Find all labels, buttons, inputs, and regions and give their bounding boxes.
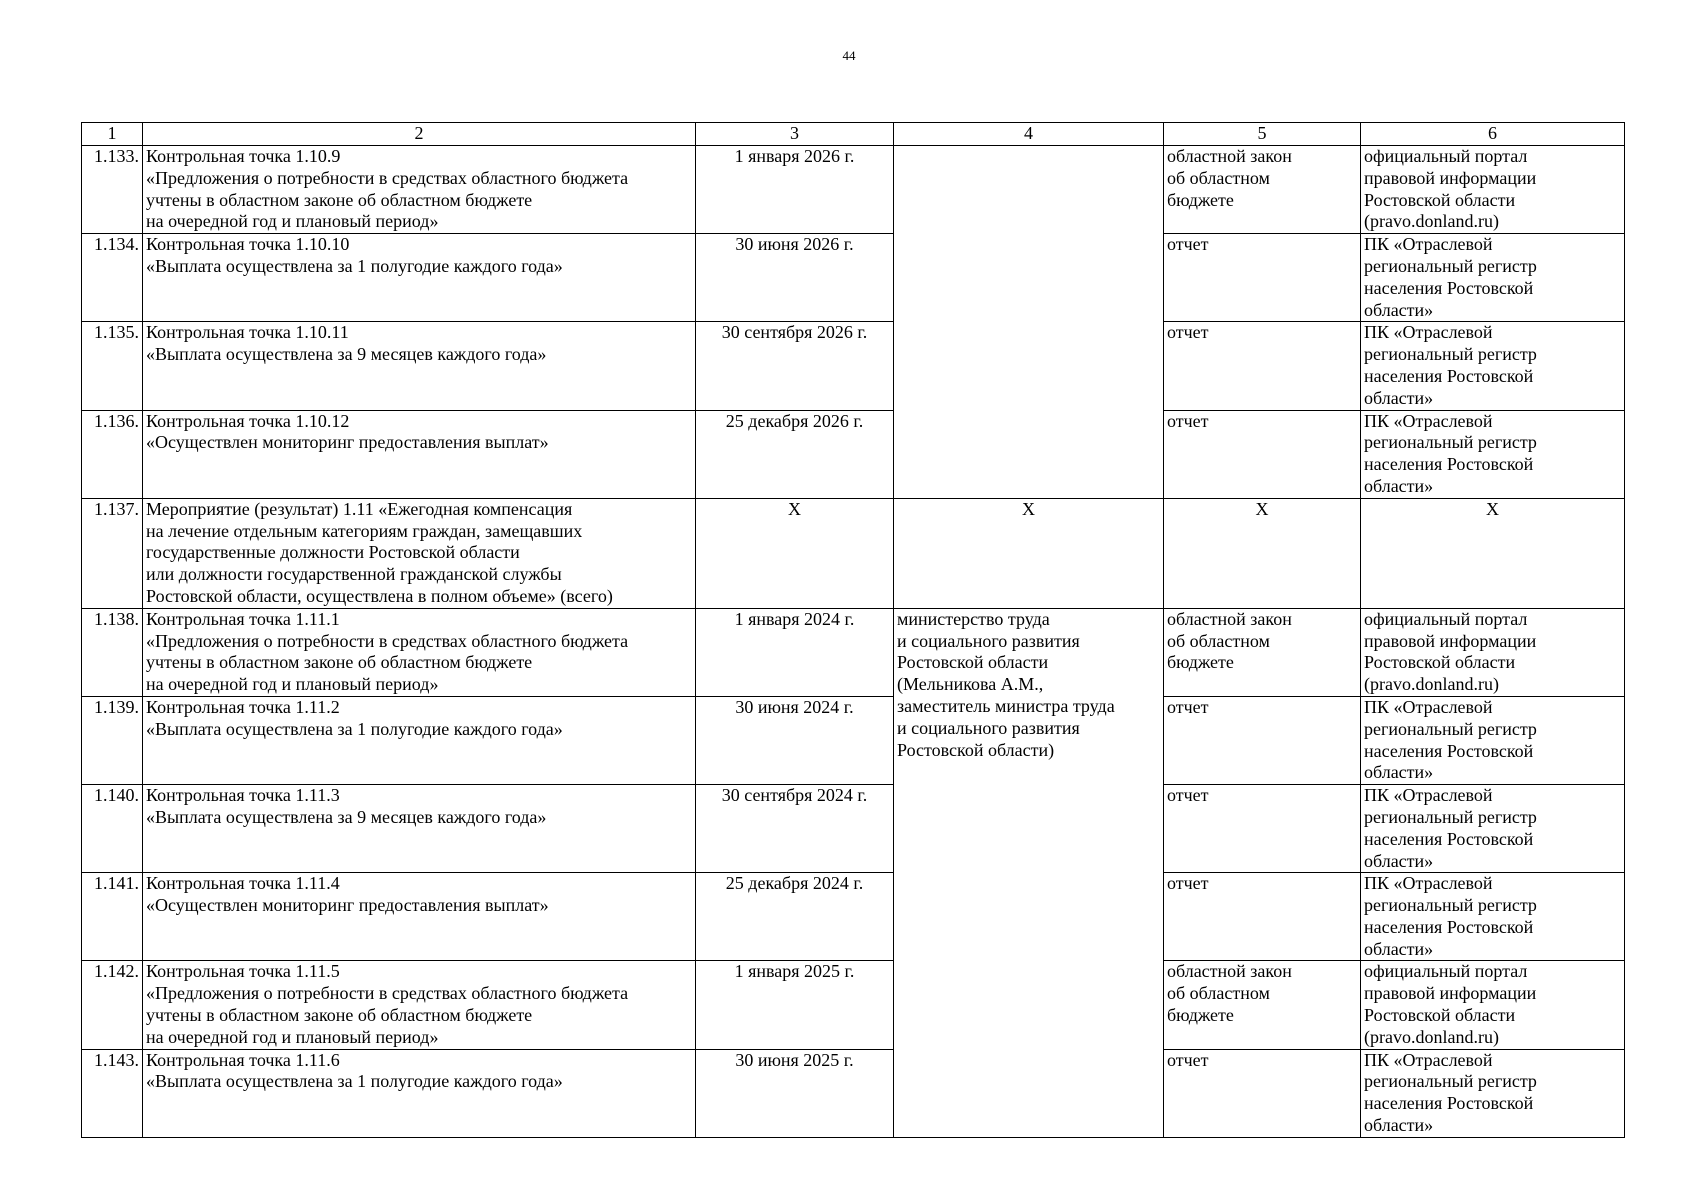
row-number: 1.139. [82,696,143,784]
text-line: «Осуществлен мониторинг предоставления выплат» [146,895,549,916]
text-line: ПК «Отраслевой [1364,410,1493,431]
text-line: региональный регистр [1364,432,1537,453]
responsible-cell: X [894,498,1164,608]
text-line: об областном [1167,630,1270,651]
text-line: Ростовской области [897,652,1049,673]
row-number: 1.143. [82,1049,143,1137]
row-document [1164,873,1361,961]
row-source [1361,608,1625,696]
text-line: «Выплата осуществлена за 1 полугодие каждого года» [146,255,563,276]
text-line: учтены в областном законе об областном бюджете [146,652,533,673]
row-date: 30 сентября 2026 г. [696,322,894,410]
text-line: «Предложения о потребности в средствах областного бюджета [146,983,629,1004]
row-document [1164,498,1361,608]
table-row [82,696,1625,784]
text-line: государственные должности Ростовской области [146,542,520,563]
text-line: Ростовской области [1364,189,1516,210]
row-description [143,234,696,322]
text-line: ПК «Отраслевой [1364,785,1493,806]
header-cell: 5 [1164,123,1361,146]
text-line: X [1255,498,1269,519]
header-cell: 1 [82,123,143,146]
text-line: отчет [1167,410,1209,431]
text-line: областной закон [1167,146,1292,166]
row-document [1164,322,1361,410]
row-document [1164,410,1361,498]
text-line: области» [1364,1115,1434,1136]
text-line: Ростовской области [1364,652,1516,673]
header-cell: 3 [696,123,894,146]
table-row [82,608,1625,696]
table-row [82,961,1625,1049]
text-line: региональный регистр [1364,718,1537,739]
row-date: X [696,498,894,608]
row-description [143,146,696,234]
text-line: Контрольная точка 1.11.2 [146,696,340,717]
text-line: областной закон [1167,961,1292,982]
text-line: Ростовской области, осуществлена в полном объеме» (всего) [146,585,613,606]
text-line: учтены в областном законе об областном бюджете [146,1005,533,1026]
text-line: на очередной год и плановый период» [146,211,439,232]
table-row [82,785,1625,873]
text-line: (pravo.donland.ru) [1364,1026,1499,1047]
row-document [1164,1049,1361,1137]
text-line: Контрольная точка 1.10.9 [146,146,341,166]
row-date: 1 января 2025 г. [696,961,894,1049]
text-line: правовой информации [1364,630,1537,651]
row-date: 30 июня 2024 г. [696,696,894,784]
table-row [82,873,1625,961]
text-line: областной закон [1167,608,1292,629]
text-line: ПК «Отраслевой [1364,873,1493,894]
header-row [82,123,1625,146]
text-line: региональный регистр [1364,255,1537,276]
row-description [143,961,696,1049]
row-source [1361,1049,1625,1137]
text-line: «Выплата осуществлена за 9 месяцев каждого года» [146,806,547,827]
row-source [1361,498,1625,608]
row-description [143,1049,696,1137]
text-line: населения Ростовской [1364,828,1534,849]
row-number: 1.142. [82,961,143,1049]
row-source [1361,785,1625,873]
text-line: и социального развития [897,717,1080,738]
text-line: области» [1364,762,1434,783]
text-line: ПК «Отраслевой [1364,322,1493,343]
row-date: 30 июня 2026 г. [696,234,894,322]
row-document [1164,785,1361,873]
responsible-cell [894,608,1164,1137]
row-date: 25 декабря 2024 г. [696,873,894,961]
table-row [82,498,1625,608]
row-source [1361,234,1625,322]
text-line: (Мельникова А.М., [897,674,1044,695]
text-line: населения Ростовской [1364,916,1534,937]
header-cell: 2 [143,123,696,146]
row-description [143,608,696,696]
row-date: 25 декабря 2026 г. [696,410,894,498]
table-row [82,410,1625,498]
row-source [1361,696,1625,784]
text-line: региональный регистр [1364,895,1537,916]
text-line: населения Ростовской [1364,277,1534,298]
row-number: 1.135. [82,322,143,410]
text-line: «Осуществлен мониторинг предоставления выплат» [146,432,549,453]
text-line: региональный регистр [1364,344,1537,365]
row-date: 30 сентября 2024 г. [696,785,894,873]
row-date: 1 января 2026 г. [696,146,894,234]
text-line: Ростовской области) [897,739,1055,760]
row-document [1164,961,1361,1049]
row-description [143,498,696,608]
row-source [1361,410,1625,498]
row-source [1361,873,1625,961]
text-line: ПК «Отраслевой [1364,1049,1493,1070]
text-line: об областном [1167,983,1270,1004]
row-document [1164,608,1361,696]
text-line: населения Ростовской [1364,740,1534,761]
text-line: Контрольная точка 1.11.5 [146,961,340,982]
table-row [82,234,1625,322]
table-row [82,1049,1625,1137]
text-line: Контрольная точка 1.11.4 [146,873,340,894]
text-line: отчет [1167,322,1209,343]
row-document [1164,146,1361,234]
text-line: на очередной год и плановый период» [146,674,439,695]
text-line: Контрольная точка 1.11.3 [146,785,340,806]
text-line: (pravo.donland.ru) [1364,674,1499,695]
header-cell: 4 [894,123,1164,146]
header-cell: 6 [1361,123,1625,146]
row-description [143,696,696,784]
table-row [82,146,1625,234]
text-line: на очередной год и плановый период» [146,1026,439,1047]
text-line: министерство труда [897,608,1050,629]
text-line: X [1486,498,1499,519]
text-line: области» [1364,938,1434,959]
text-line: населения Ростовской [1364,1093,1534,1114]
text-line: отчет [1167,696,1209,717]
text-line: «Предложения о потребности в средствах областного бюджета [146,167,629,188]
row-source [1361,961,1625,1049]
row-description [143,873,696,961]
text-line: бюджете [1167,1005,1234,1026]
row-number: 1.133. [82,146,143,234]
row-source [1361,322,1625,410]
text-line: Мероприятие (результат) 1.11 «Ежегодная компенсация [146,498,573,519]
row-date: 1 января 2024 г. [696,608,894,696]
responsible-cell-empty [894,146,1164,499]
text-line: отчет [1167,1049,1209,1070]
row-description [143,322,696,410]
text-line: региональный регистр [1364,806,1537,827]
text-line: региональный регистр [1364,1071,1537,1092]
text-line: официальный портал [1364,961,1528,982]
text-line: Ростовской области [1364,1005,1516,1026]
row-number: 1.140. [82,785,143,873]
text-line: населения Ростовской [1364,365,1534,386]
text-line: официальный портал [1364,146,1528,166]
text-line: или должности государственной гражданской службы [146,564,562,585]
row-source [1361,146,1625,234]
control-points-table [81,122,1625,1138]
row-number: 1.136. [82,410,143,498]
text-line: ПК «Отраслевой [1364,234,1493,255]
text-line: об областном [1167,167,1270,188]
text-line: на лечение отдельным категориям граждан, замещавших [146,520,583,541]
text-line: Контрольная точка 1.10.12 [146,410,350,431]
text-line: «Выплата осуществлена за 1 полугодие каждого года» [146,1071,563,1092]
row-number: 1.134. [82,234,143,322]
page-number: 44 [842,48,856,63]
text-line: заместитель министра труда [897,695,1115,716]
text-line: отчет [1167,873,1209,894]
text-line: населения Ростовской [1364,454,1534,475]
row-document [1164,696,1361,784]
text-line: отчет [1167,785,1209,806]
text-line: области» [1364,387,1434,408]
text-line: «Предложения о потребности в средствах областного бюджета [146,630,629,651]
row-description [143,785,696,873]
text-line: правовой информации [1364,983,1537,1004]
row-date: 30 июня 2025 г. [696,1049,894,1137]
text-line: области» [1364,475,1434,496]
text-line: официальный портал [1364,608,1528,629]
text-line: учтены в областном законе об областном бюджете [146,189,533,210]
text-line: Контрольная точка 1.11.6 [146,1049,340,1070]
row-number: 1.141. [82,873,143,961]
text-line: Контрольная точка 1.11.1 [146,608,340,629]
text-line: области» [1364,850,1434,871]
row-number: 1.138. [82,608,143,696]
row-description [143,410,696,498]
text-line: Контрольная точка 1.10.10 [146,234,350,255]
text-line: (pravo.donland.ru) [1364,211,1499,232]
text-line: области» [1364,299,1434,320]
text-line: и социального развития [897,630,1080,651]
text-line: правовой информации [1364,167,1537,188]
text-line: ПК «Отраслевой [1364,696,1493,717]
table-row [82,322,1625,410]
text-line: бюджете [1167,189,1234,210]
text-line: бюджете [1167,652,1234,673]
text-line: «Выплата осуществлена за 9 месяцев каждого года» [146,344,547,365]
text-line: «Выплата осуществлена за 1 полугодие каждого года» [146,718,563,739]
row-document [1164,234,1361,322]
text-line: отчет [1167,234,1209,255]
text-line: Контрольная точка 1.10.11 [146,322,349,343]
row-number: 1.137. [82,498,143,608]
